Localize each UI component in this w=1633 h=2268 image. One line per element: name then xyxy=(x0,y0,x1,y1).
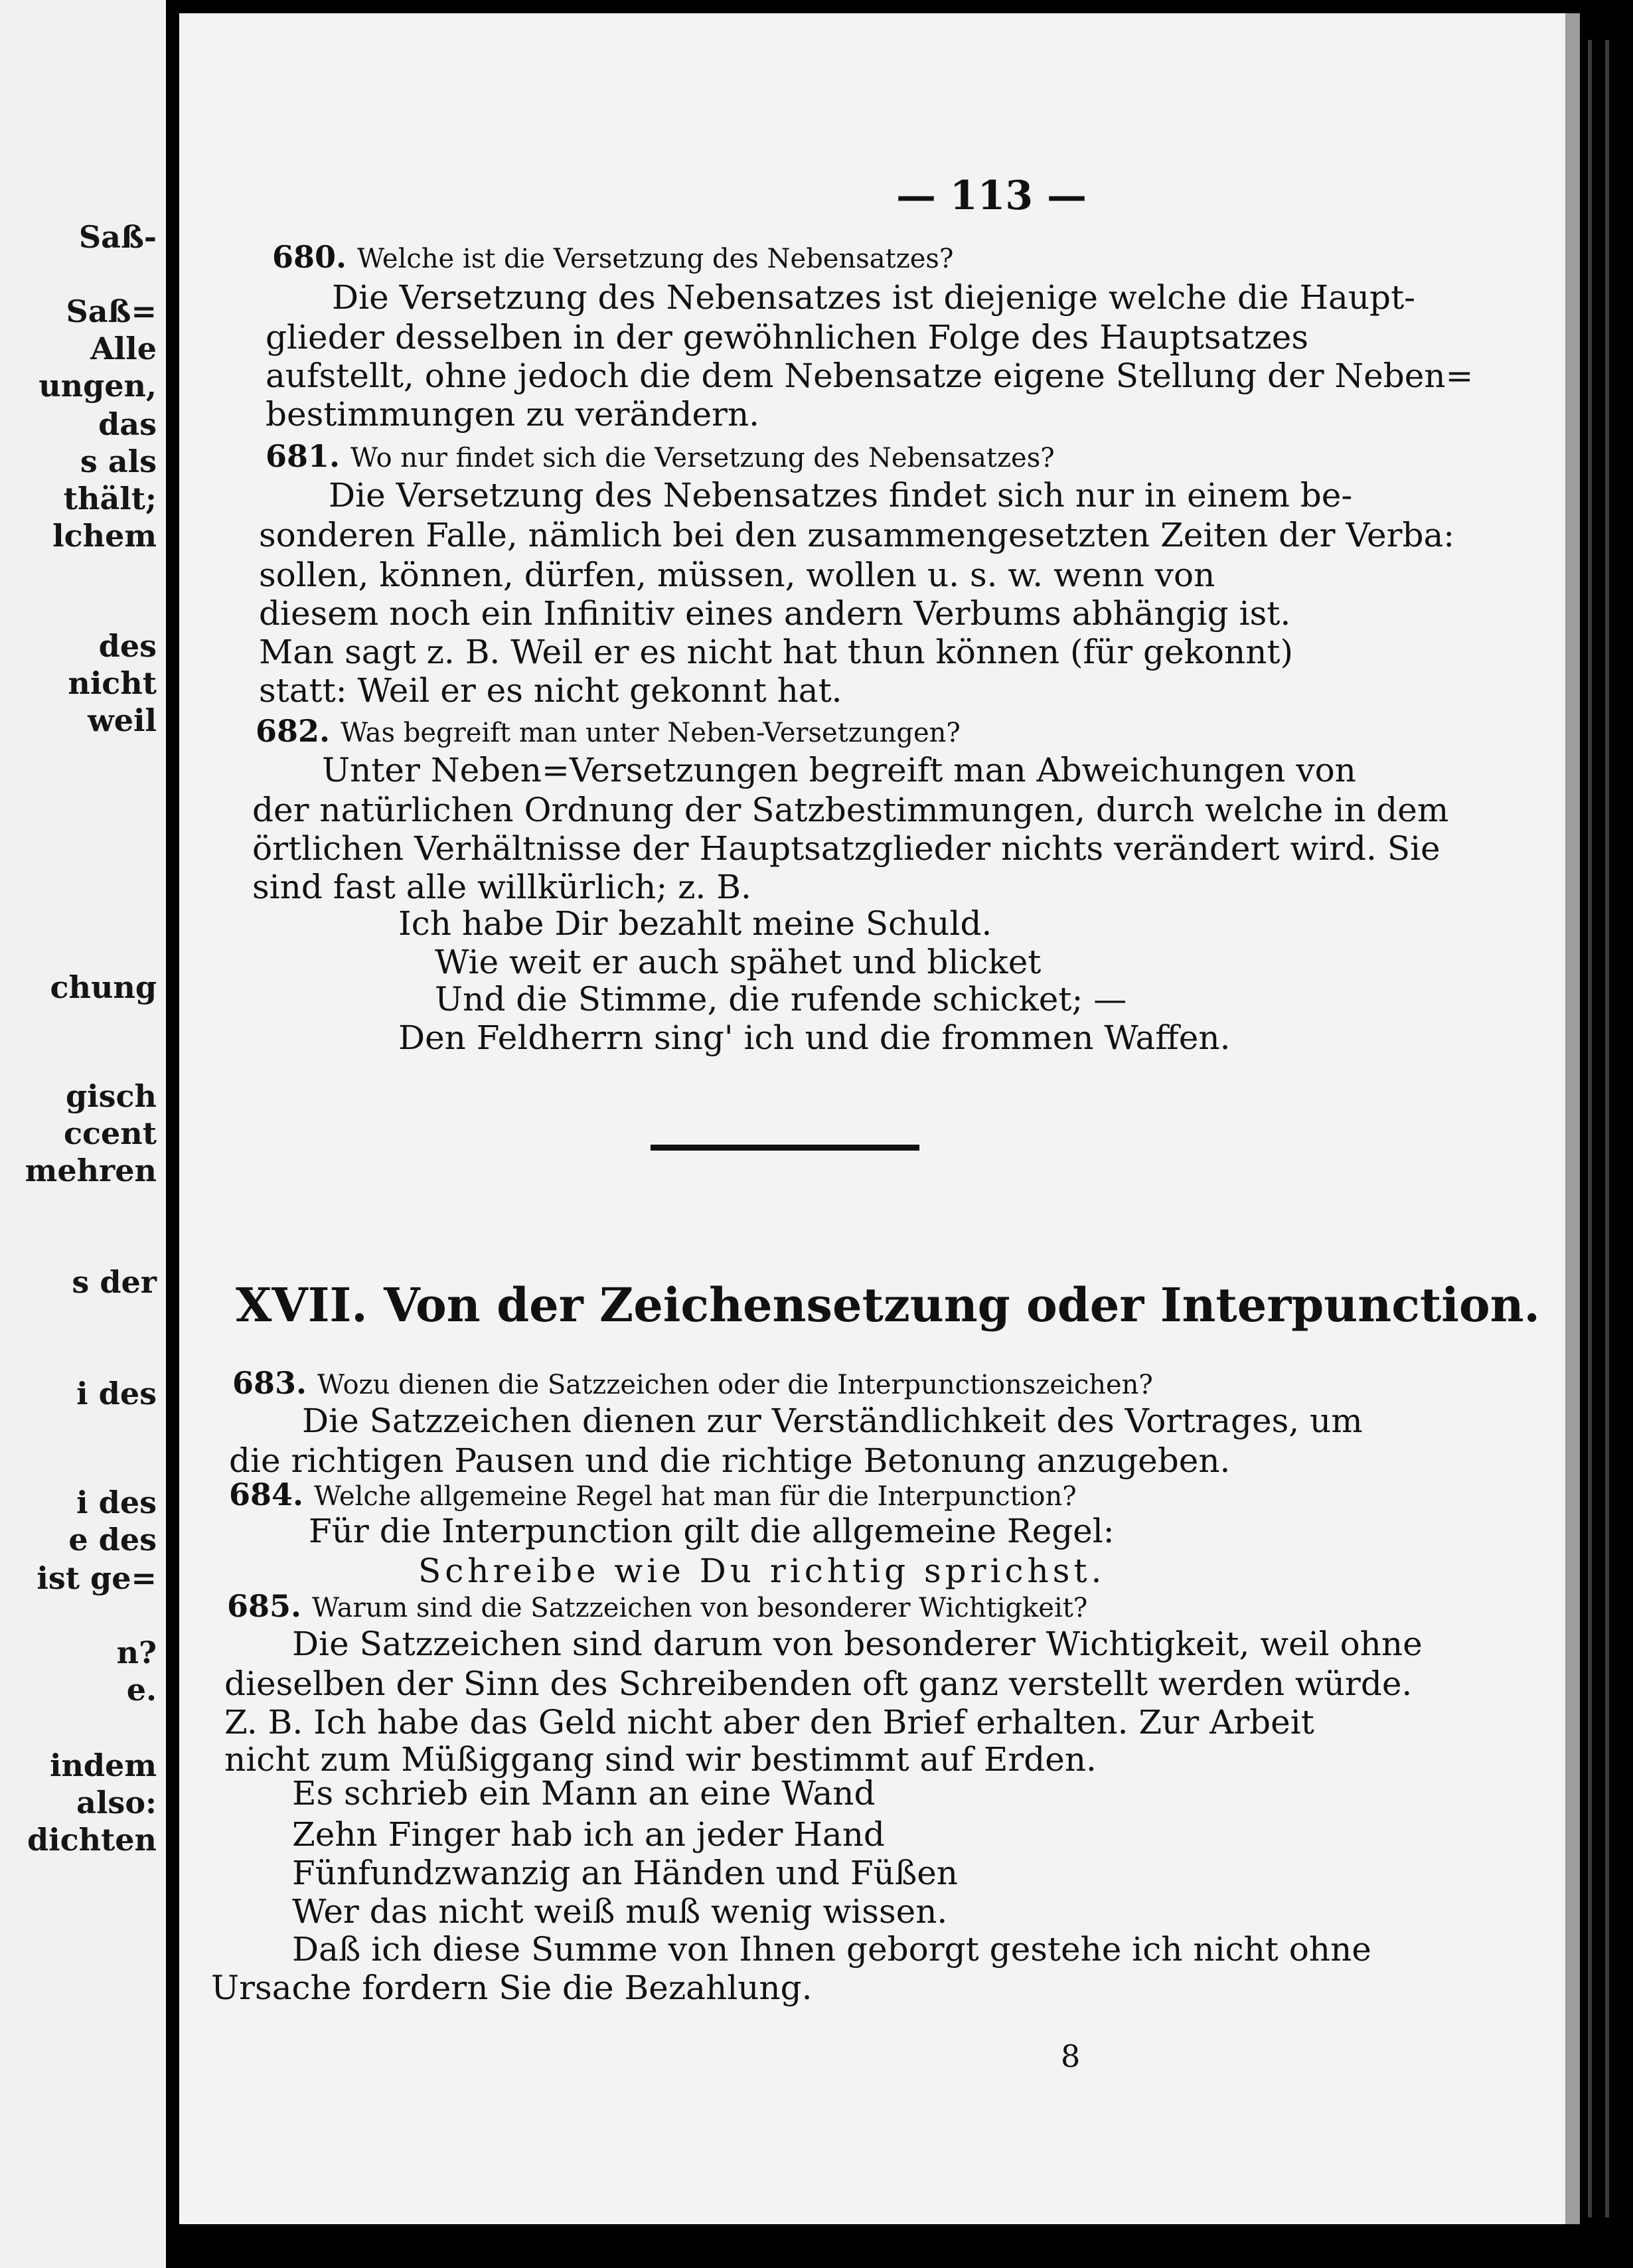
answer-line: Man sagt z. B. Weil er es nicht hat thun können (für gekonnt) xyxy=(259,633,1294,671)
answer-line: Ursache fordern Sie die Bezahlung. xyxy=(211,1969,813,2007)
left-fragment: ungen, xyxy=(39,368,157,404)
left-fragment: i des xyxy=(76,1376,157,1412)
question-683 xyxy=(232,1365,1153,1401)
left-fragment: Alle xyxy=(90,331,157,366)
question-number: 681. xyxy=(266,438,341,474)
book-page xyxy=(179,13,1580,2224)
question-text: Wo nur findet sich die Versetzung des Nebensatzes? xyxy=(350,443,1055,473)
left-fragment: n? xyxy=(116,1635,157,1670)
answer-line: glieder desselben in der gewöhnlichen Folge des Hauptsatzes xyxy=(266,318,1308,357)
answer-line: nicht zum Müßiggang sind wir bestimmt auf Erden. xyxy=(224,1740,1097,1779)
question-text: Warum sind die Satzzeichen von besonderer Wichtigkeit? xyxy=(312,1593,1088,1623)
answer-line: Die Versetzung des Nebensatzes findet sich nur in einem be- xyxy=(329,476,1353,515)
left-fragment: nicht xyxy=(68,665,157,701)
verse-line: Wer das nicht weiß muß wenig wissen. xyxy=(292,1892,948,1931)
question-684 xyxy=(229,1477,1077,1512)
left-fragment: s als xyxy=(80,444,157,479)
left-fragment: lchem xyxy=(52,518,157,554)
answer-line: sonderen Falle, nämlich bei den zusammengesetzten Zeiten der Verba: xyxy=(259,516,1455,554)
left-fragment: i des xyxy=(76,1485,157,1520)
left-fragment: weil xyxy=(88,702,157,738)
page-number: — 113 — xyxy=(896,173,1087,219)
answer-line: der natürlichen Ordnung der Satzbestimmungen, durch welche in dem xyxy=(252,791,1449,829)
previous-page-edge xyxy=(0,0,166,2268)
question-number: 683. xyxy=(232,1365,307,1401)
left-fragment: ist ge= xyxy=(37,1560,157,1596)
answer-line: Daß ich diese Summe von Ihnen geborgt gestehe ich nicht ohne xyxy=(292,1930,1371,1969)
answer-line: Z. B. Ich habe das Geld nicht aber den Brief erhalten. Zur Arbeit xyxy=(224,1703,1314,1742)
left-fragment: also: xyxy=(76,1785,157,1821)
verse-line: Fünfundzwanzig an Händen und Füßen xyxy=(292,1854,959,1892)
left-fragment: Saß- xyxy=(78,219,157,255)
answer-line: örtlichen Verhältnisse der Hauptsatzglieder nichts verändert wird. Sie xyxy=(252,829,1440,868)
page-content xyxy=(179,13,1580,2224)
question-685 xyxy=(227,1588,1087,1624)
left-fragment: indem xyxy=(49,1747,157,1783)
left-fragment: mehren xyxy=(25,1153,157,1188)
answer-line: Unter Neben=Versetzungen begreift man Abweichungen von xyxy=(322,751,1356,789)
answer-line: bestimmungen zu verändern. xyxy=(266,395,760,434)
question-text: Wozu dienen die Satzzeichen oder die Interpunctionszeichen? xyxy=(317,1370,1153,1400)
answer-line: aufstellt, ohne jedoch die dem Nebensatze eigene Stellung der Neben= xyxy=(266,357,1474,395)
verse-line: Und die Stimme, die rufende schicket; — xyxy=(435,980,1127,1018)
book-gutter xyxy=(166,0,179,2268)
answer-line: sollen, können, dürfen, müssen, wollen u. s. w. wenn von xyxy=(259,556,1215,594)
page-edge-line xyxy=(1588,40,1592,2218)
answer-line: sind fast alle willkürlich; z. B. xyxy=(252,868,751,906)
answer-line: Die Satzzeichen sind darum von besonderer Wichtigkeit, weil ohne xyxy=(292,1625,1423,1663)
answer-line: Schreibe wie Du richtig sprichst. xyxy=(418,1552,1106,1590)
signature-mark: 8 xyxy=(1061,2038,1081,2074)
left-fragment: Saß= xyxy=(66,293,157,329)
section-heading: XVII. Von der Zeichensetzung oder Interpunction. xyxy=(236,1277,1540,1333)
question-number: 685. xyxy=(227,1588,302,1624)
question-680 xyxy=(272,239,953,275)
left-fragment: thält; xyxy=(63,481,157,517)
left-fragment: dichten xyxy=(27,1822,157,1858)
question-number: 682. xyxy=(256,713,331,749)
question-text: Was begreift man unter Neben-Versetzungen? xyxy=(341,718,961,748)
question-text: Welche allgemeine Regel hat man für die Interpunction? xyxy=(314,1481,1077,1512)
question-681 xyxy=(266,438,1055,474)
left-fragment: des xyxy=(98,628,157,664)
verse-line: Es schrieb ein Mann an eine Wand xyxy=(292,1774,876,1813)
left-fragment: chung xyxy=(50,969,157,1005)
answer-line: die richtigen Pausen und die richtige Betonung anzugeben. xyxy=(229,1441,1231,1480)
verse-line: Wie weit er auch spähet und blicket xyxy=(435,943,1042,981)
verse-line: Zehn Finger hab ich an jeder Hand xyxy=(292,1815,885,1854)
page-edge-line xyxy=(1605,40,1609,2218)
question-text: Welche ist die Versetzung des Nebensatzes? xyxy=(357,244,954,274)
answer-line: Für die Interpunction gilt die allgemeine Regel: xyxy=(309,1512,1115,1550)
question-682 xyxy=(256,713,961,749)
left-fragment: ccent xyxy=(64,1115,157,1151)
question-number: 680. xyxy=(272,239,347,275)
left-fragment: e. xyxy=(126,1672,157,1708)
answer-line: Die Versetzung des Nebensatzes ist diejenige welche die Haupt- xyxy=(332,278,1416,317)
answer-line: dieselben der Sinn des Schreibenden oft ganz verstellt werden würde. xyxy=(224,1664,1413,1703)
left-fragment: das xyxy=(98,406,157,442)
verse-line: Ich habe Dir bezahlt meine Schuld. xyxy=(398,904,992,943)
answer-line: Die Satzzeichen dienen zur Verständlichkeit des Vortrages, um xyxy=(302,1402,1363,1440)
section-divider xyxy=(651,1145,919,1151)
left-fragment: e des xyxy=(68,1522,157,1558)
question-number: 684. xyxy=(229,1477,304,1512)
answer-line: diesem noch ein Infinitiv eines andern Verbums abhängig ist. xyxy=(259,594,1291,633)
verse-line: Den Feldherrn sing' ich und die frommen Waffen. xyxy=(398,1018,1231,1057)
left-fragment: s der xyxy=(72,1264,157,1300)
left-fragment: gisch xyxy=(66,1078,157,1114)
answer-line: statt: Weil er es nicht gekonnt hat. xyxy=(259,671,842,710)
